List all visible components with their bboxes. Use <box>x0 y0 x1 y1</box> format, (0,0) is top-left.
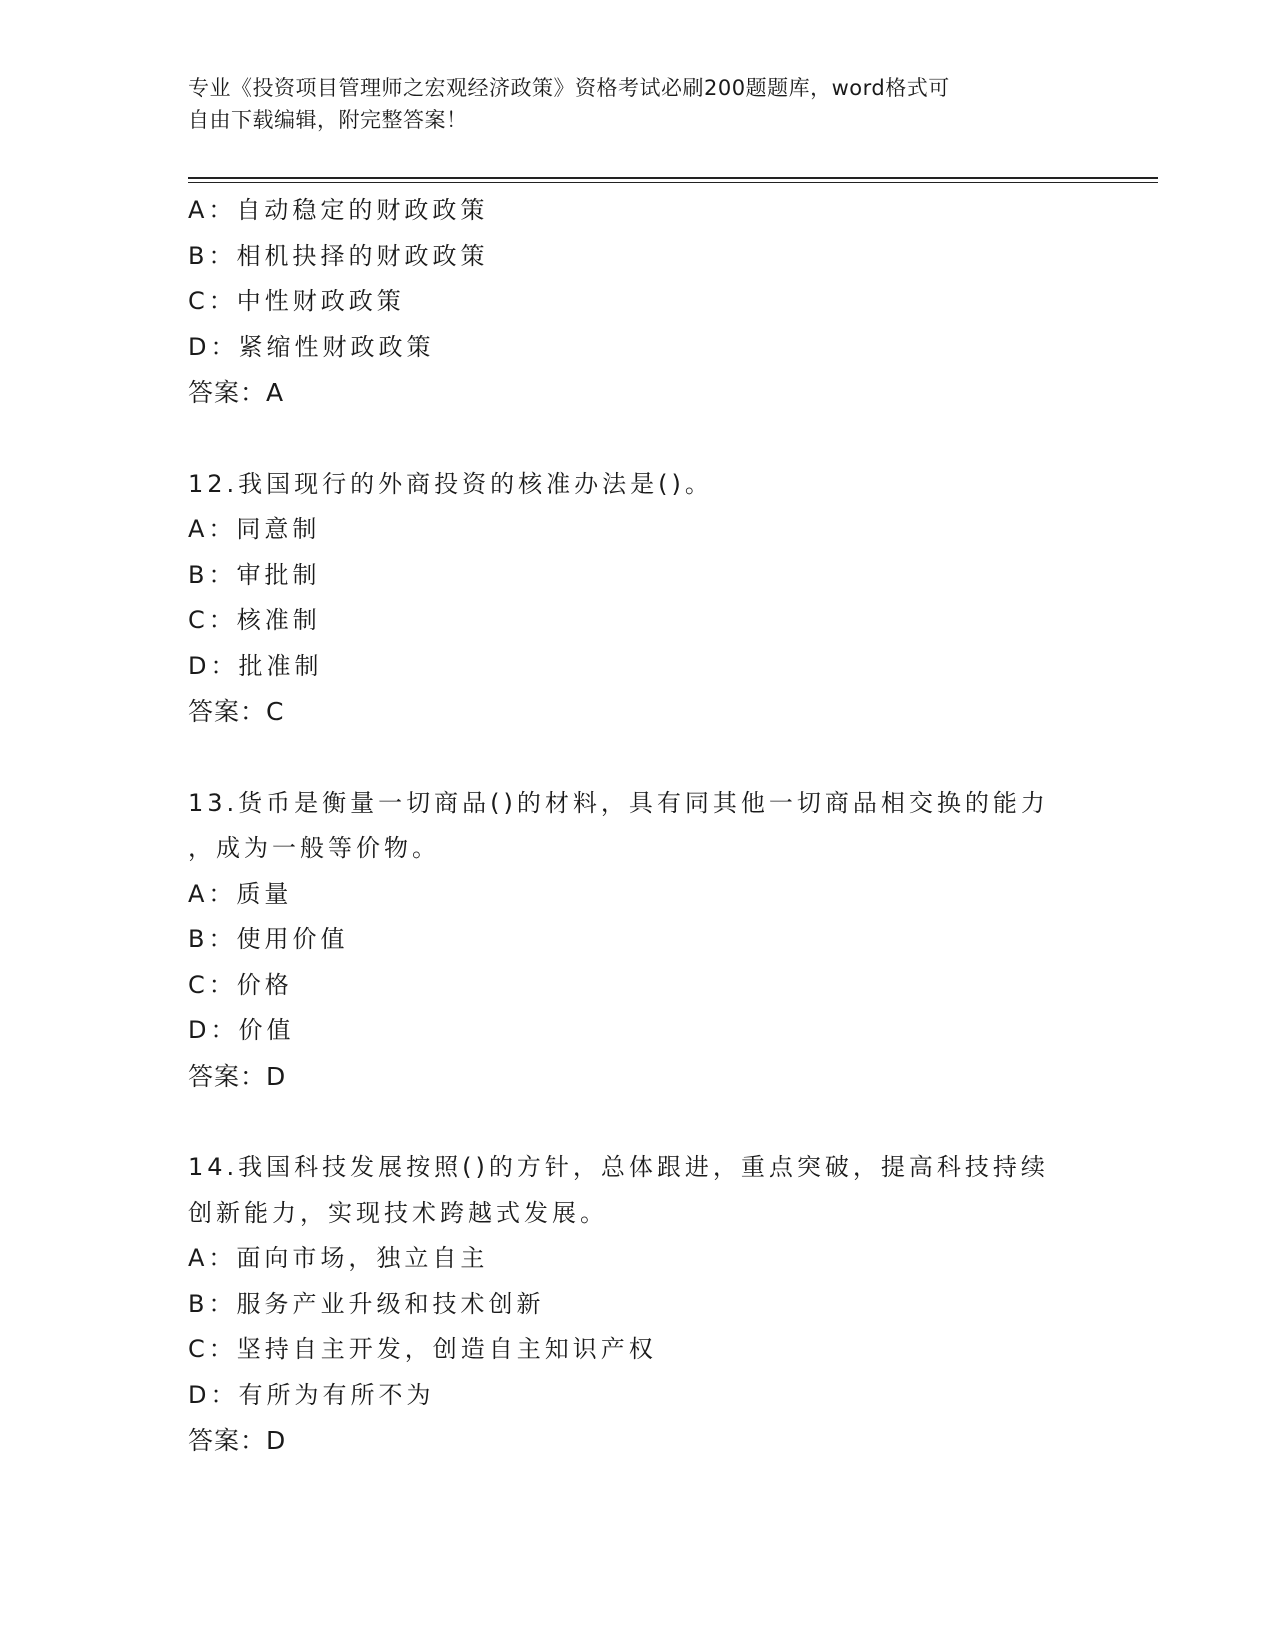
answer-line: 答案：C <box>188 697 285 726</box>
header-line-2: 自由下载编辑，附完整答案！ <box>188 108 468 132</box>
answer-line: 答案：D <box>188 1061 287 1091</box>
option-b: B：审批制 <box>188 560 321 589</box>
option-b: B：相机抉择的财政政策 <box>188 241 489 270</box>
option-b: B：使用价值 <box>188 925 349 953</box>
option-c: C：坚持自主开发，创造自主知识产权 <box>188 1335 657 1363</box>
question-stem-continued: 创新能力，实现技术跨越式发展。 <box>188 1198 608 1227</box>
answer-line: 答案：A <box>188 378 285 407</box>
question-stem: 14.我国科技发展按照()的方针，总体跟进，重点突破，提高科技持续 <box>188 1153 1049 1181</box>
question-stem-continued: ，成为一般等价物。 <box>188 834 440 862</box>
header-divider-thin <box>188 182 1158 183</box>
question-list <box>188 188 1088 1464</box>
option-d: D：价值 <box>188 1016 295 1044</box>
question-stem: 13.货币是衡量一切商品()的材料，具有同其他一切商品相交换的能力 <box>188 788 1049 817</box>
option-c: C：中性财政政策 <box>188 287 405 315</box>
question-13 <box>188 781 1088 1100</box>
option-b: B：服务产业升级和技术创新 <box>188 1289 545 1318</box>
option-c: C：核准制 <box>188 606 321 634</box>
option-a: A：质量 <box>188 879 293 908</box>
document-header <box>188 72 1068 136</box>
question-spacer <box>188 735 1088 781</box>
question-spacer <box>188 1099 1088 1145</box>
question-partial <box>188 188 1088 416</box>
header-divider-thick <box>188 177 1158 179</box>
question-spacer <box>188 416 1088 462</box>
option-c: C：价格 <box>188 970 293 999</box>
question-12 <box>188 462 1088 735</box>
header-line-1: 专业《投资项目管理师之宏观经济政策》资格考试必刷200题题库，word格式可 <box>188 76 950 100</box>
option-d: D：紧缩性财政政策 <box>188 332 435 361</box>
option-a: A：自动稳定的财政政策 <box>188 196 489 224</box>
option-a: A：面向市场，独立自主 <box>188 1244 489 1272</box>
question-stem: 12.我国现行的外商投资的核准办法是()。 <box>188 469 713 498</box>
option-d: D：有所为有所不为 <box>188 1380 435 1409</box>
option-d: D：批准制 <box>188 651 323 680</box>
answer-line: 答案：D <box>188 1426 287 1455</box>
option-a: A：同意制 <box>188 515 321 543</box>
question-14 <box>188 1145 1088 1464</box>
